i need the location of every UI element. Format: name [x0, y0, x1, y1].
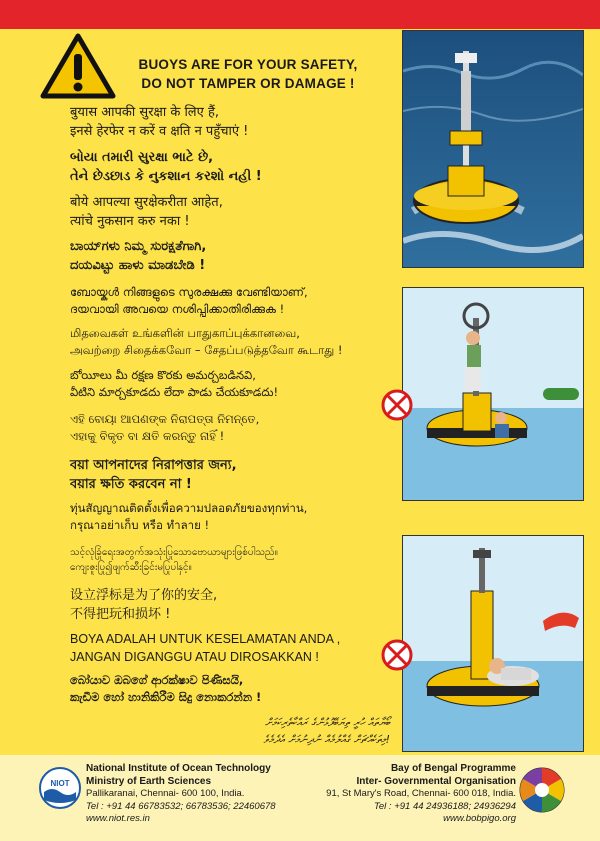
hindi-line-2: इनसे हेरफेर न करें व क्षति न पहुँचाएं ! [70, 124, 249, 139]
bobp-logo [518, 766, 566, 814]
kannada-line-1: ಬಾಯ್‌ಗಳು ನಿಮ್ಮ ಸುರಕ್ಷತೆಗಾಗಿ, [70, 239, 207, 254]
malayalam-line-1: ബോയ്കൾ നിങ്ങളുടെ സുരക്ഷക്കു വേണ്ടിയാണ്, [70, 285, 308, 299]
ministry-name: Ministry of Earth Sciences [86, 775, 212, 787]
oriya-line-2: ଏହାକୁ ବିକୃତ ବା କ୍ଷତି କରନ୍ତୁ ନାହିଁ ! [70, 429, 225, 443]
gujarati-line-1: બોયા તમારી સુરક્ષા ભાટે છે, [70, 150, 214, 165]
malay-line-2: JANGAN DIGANGGU ATAU DIROSAKKAN ! [70, 650, 319, 664]
headline-line-1: BUOYS ARE FOR YOUR SAFETY, [138, 57, 358, 72]
malay-line-1: BOYA ADALAH UNTUK KESELAMATAN ANDA , [70, 632, 341, 646]
tamil-line-2: அவற்றை சிதைக்கவோ – சேதப்படுத்தவோ கூடாது ! [70, 343, 343, 357]
message-telugu [70, 367, 390, 401]
dhivehi-line-1: ބޯޔާތައް ހުރީ ތިޔަބޭފުޅުންގެ ރައްކާތެރިކަމަށް [265, 716, 390, 729]
message-dhivehi [70, 714, 390, 748]
burmese-line-2: ကျေးဇူးပြု၍ဖျက်ဆီးခြင်းမပြုပါနှင့်။ [70, 562, 192, 573]
marathi-line-2: त्यांचे नुकसान करु नका ! [70, 214, 190, 229]
niot-address: Pallikaranai, Chennai- 600 100, India. [86, 788, 245, 799]
niot-website-link[interactable]: www.niot.res.in [86, 813, 150, 824]
message-thai [70, 500, 390, 534]
chinese-line-2: 不得把玩和损坏 ! [70, 607, 171, 622]
illustration-climbing [402, 287, 584, 501]
telugu-line-2: వీటిని మార్చకూడదు లేదా పాడు చేయకూడదు! [70, 385, 279, 399]
message-burmese [70, 545, 390, 575]
niot-logo [38, 766, 82, 810]
bobp-subtitle: Inter- Governmental Organisation [356, 775, 516, 787]
message-oriya [70, 411, 390, 445]
bobp-website-link[interactable]: www.bobpigo.org [443, 813, 516, 824]
message-hindi [70, 103, 390, 141]
bengali-line-2: বয়ার ক্ষতি করবেন না ! [70, 477, 192, 492]
illustration-resting [402, 535, 584, 752]
prohibited-icon [380, 388, 414, 422]
sinhala-line-1: බෝයාව ඔබගේ ආරක්ෂාව පිණිසයි, [70, 673, 244, 687]
marathi-line-1: बोये आपल्या सुरक्षेकरीता आहेत, [70, 195, 223, 210]
kannada-line-2: ದಯವಿಟ್ಟು ಹಾಳು ಮಾಡಬೇಡಿ ! [70, 258, 206, 273]
oriya-line-1: ଏହି ବୋୟା ଆପଣଙ୍କ ନିରାପତ୍ତା ନିମନ୍ତେ, [70, 412, 260, 426]
chinese-line-1: 设立浮标是为了你的安全, [70, 588, 218, 603]
message-gujarati [70, 148, 390, 186]
prohibited-icon-2 [380, 638, 414, 672]
gujarati-line-2: તેને છેડછાડ કે નુકશાન કરશો નહી ! [70, 169, 262, 184]
telugu-line-1: బోయీలు మీ రక్షణ కొరకు అమర్చబడినవి, [70, 368, 256, 382]
hindi-line-1: बुयास आपकी सुरक्षा के लिए हैं, [70, 105, 219, 120]
buoy-photo [402, 30, 584, 268]
niot-phone: Tel : +91 44 66783532; 66783536; 22460678 [86, 800, 276, 812]
dhivehi-line-2: މިތަކެއްޗަށް ގެއްލުމެއް ނުދިނުމަށް އެދެމެވެ! [263, 733, 390, 746]
message-kannada [70, 237, 390, 275]
bengali-line-1: বয়া আপনাদের নিরাপত্তার জন্য, [70, 458, 237, 473]
message-malayalam [70, 284, 390, 318]
tamil-line-1: மிதவைகள் உங்களின் பாதுகாப்புக்கானவை, [70, 326, 300, 340]
burmese-line-1: သင့်လုံခြုံရေးအတွက်အသုံးပြုသောဗောယာများဖြစ်ပါသည်။ [70, 547, 278, 558]
bobp-phone: Tel : +91 44 24936188; 24936294 [373, 800, 516, 812]
message-tamil [70, 325, 390, 359]
headline [118, 55, 378, 93]
footer-left [86, 763, 306, 826]
thai-line-1: ทุ่นสัญญาณติดตั้งเพื่อความปลอดภัยของทุกท่าน, [70, 501, 308, 515]
message-chinese [70, 586, 390, 624]
top-red-bar [0, 0, 600, 29]
niot-name: National Institute of Ocean Technology [86, 763, 271, 774]
message-bengali [70, 456, 390, 494]
headline-line-2: DO NOT TAMPER OR DAMAGE ! [141, 76, 355, 91]
malayalam-line-2: ദയവായി അവയെ നശിപ്പിക്കാതിരിക്കുക ! [70, 302, 285, 316]
thai-line-2: กรุณาอย่าเก็บ หรือ ทำลาย ! [70, 518, 210, 532]
sinhala-line-2: කැඩීම හෝ හානිකිරීම සිදු නොකරන්න ! [70, 690, 262, 704]
message-marathi [70, 193, 390, 231]
warning-icon [40, 33, 116, 99]
niot-logo-text: NIOT [50, 779, 70, 788]
bobp-name: Bay of Bengal Programme [390, 763, 516, 774]
message-sinhala [70, 672, 390, 706]
bobp-address: 91, St Mary's Road, Chennai- 600 018, India. [326, 788, 516, 799]
footer-right [286, 763, 516, 826]
message-malay [70, 630, 390, 666]
